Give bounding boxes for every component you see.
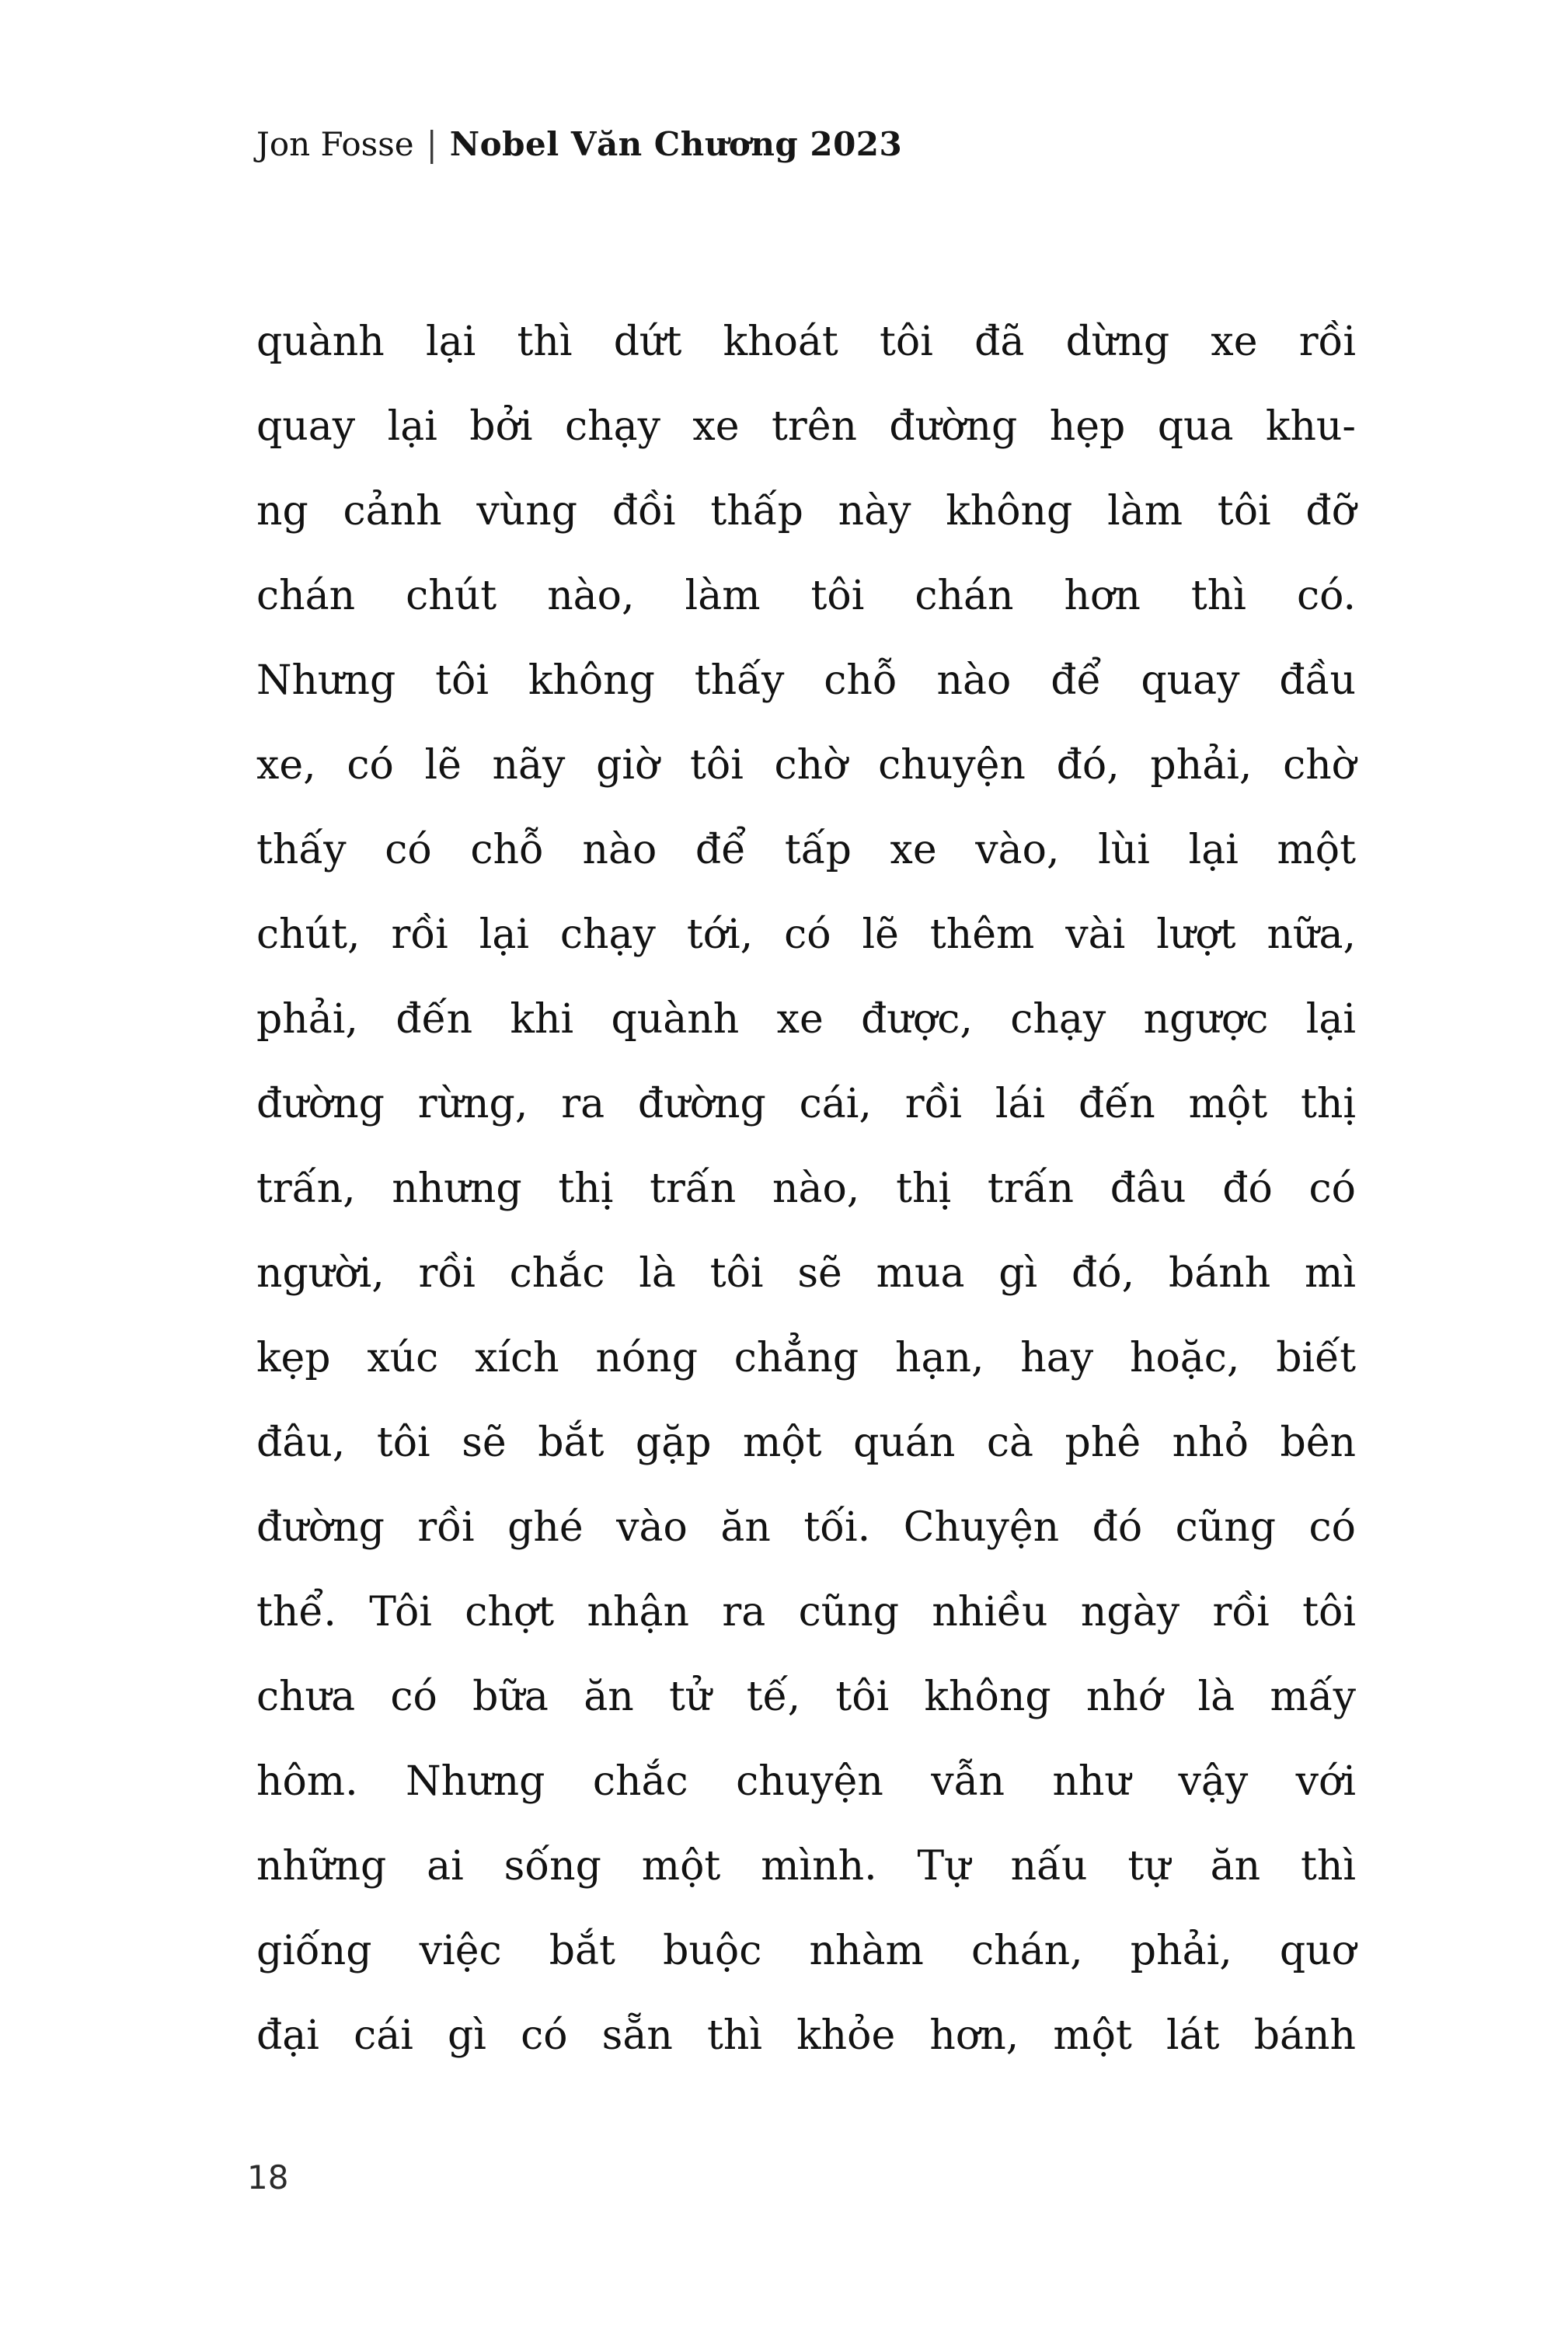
text-line: người, rồi chắc là tôi sẽ mua gì đó, bánh mì bbox=[256, 1250, 1356, 1297]
text-line: đại cái gì có sẵn thì khỏe hơn, một lát bánh bbox=[256, 2012, 1356, 2059]
text-line: chưa có bữa ăn tử tế, tôi không nhớ là mấy bbox=[256, 1674, 1356, 1720]
text-line: đường rừng, ra đường cái, rồi lái đến một thị bbox=[256, 1081, 1356, 1127]
book-title: Nobel Văn Chương 2023 bbox=[449, 125, 903, 163]
body-text bbox=[256, 300, 1356, 2078]
header-separator: | bbox=[426, 124, 437, 165]
text-line: ng cảnh vùng đồi thấp này không làm tôi đỡ bbox=[256, 488, 1356, 535]
author-name: Jon Fosse bbox=[256, 125, 414, 163]
text-line: trấn, nhưng thị trấn nào, thị trấn đâu đó có bbox=[256, 1165, 1356, 1212]
text-line: giống việc bắt buộc nhàm chán, phải, quơ bbox=[256, 1928, 1356, 1974]
text-line: xe, có lẽ nãy giờ tôi chờ chuyện đó, phải, chờ bbox=[256, 742, 1356, 789]
page-number: 18 bbox=[247, 2158, 289, 2196]
text-line: quay lại bởi chạy xe trên đường hẹp qua khu- bbox=[256, 403, 1356, 450]
text-line: đâu, tôi sẽ bắt gặp một quán cà phê nhỏ bên bbox=[256, 1420, 1356, 1466]
text-line: chán chút nào, làm tôi chán hơn thì có. bbox=[256, 573, 1356, 619]
text-line: những ai sống một mình. Tự nấu tự ăn thì bbox=[256, 1843, 1356, 1890]
text-line: chút, rồi lại chạy tới, có lẽ thêm vài lượt nữa, bbox=[256, 911, 1356, 958]
text-line: thể. Tôi chợt nhận ra cũng nhiều ngày rồi tôi bbox=[256, 1589, 1356, 1636]
text-line: quành lại thì dứt khoát tôi đã dừng xe rồi bbox=[256, 319, 1356, 365]
text-line: hôm. Nhưng chắc chuyện vẫn như vậy với bbox=[256, 1758, 1356, 1805]
text-line: đường rồi ghé vào ăn tối. Chuyện đó cũng có bbox=[256, 1504, 1356, 1551]
text-line: kẹp xúc xích nóng chẳng hạn, hay hoặc, biết bbox=[256, 1335, 1356, 1381]
text-line: thấy có chỗ nào để tấp xe vào, lùi lại một bbox=[256, 827, 1356, 873]
text-line: phải, đến khi quành xe được, chạy ngược lại bbox=[256, 996, 1356, 1043]
text-line: Nhưng tôi không thấy chỗ nào để quay đầu bbox=[256, 657, 1356, 704]
running-header bbox=[256, 124, 902, 165]
